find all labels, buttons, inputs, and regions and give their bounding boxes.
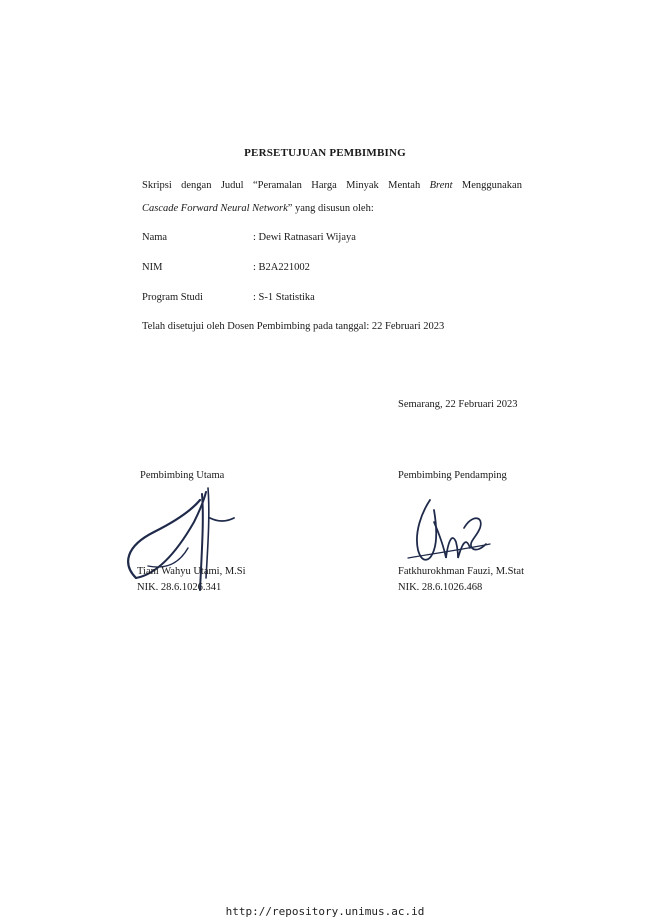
- intro-italic-brent: Brent: [429, 180, 453, 191]
- intro-line-2: [142, 197, 522, 220]
- advisor-1-role: Pembimbing Utama: [140, 470, 225, 481]
- intro-italic-method: Cascade Forward Neural Network: [142, 203, 288, 214]
- field-value: : S-1 Statistika: [253, 292, 315, 303]
- intro-word: Skripsi: [142, 180, 172, 191]
- signature-advisor-2: [400, 492, 495, 572]
- advisor-2-name: Fatkhurokhman Fauzi, M.Stat: [398, 566, 524, 577]
- intro-line-2-end: ” yang disusun oleh:: [287, 203, 374, 214]
- repository-url-footer: http://repository.unimus.ac.id: [225, 905, 425, 918]
- intro-word: Mentah: [388, 180, 421, 191]
- field-value: : Dewi Ratnasari Wijaya: [253, 232, 356, 243]
- page-title: PERSETUJUAN PEMBIMBING: [244, 147, 406, 159]
- intro-word: Judul: [220, 180, 244, 191]
- advisor-2-role: Pembimbing Pendamping: [398, 470, 507, 481]
- intro-word: dengan: [181, 180, 212, 191]
- intro-word: Menggunakan: [461, 180, 522, 191]
- advisor-2-nik: NIK. 28.6.1026.468: [398, 582, 483, 593]
- advisor-1-nik: NIK. 28.6.1026.341: [137, 582, 222, 593]
- advisor-1-name: Tiani Wahyu Utami, M.Si: [137, 566, 246, 577]
- field-label: NIM: [142, 262, 163, 273]
- place-date: Semarang, 22 Februari 2023: [398, 399, 518, 410]
- intro-word: “Peramalan: [252, 180, 302, 191]
- intro-line-1: [142, 174, 522, 197]
- field-label: Program Studi: [142, 292, 203, 303]
- intro-word: Harga: [311, 180, 337, 191]
- field-value: : B2A221002: [253, 262, 310, 273]
- intro-paragraph: [142, 174, 522, 220]
- intro-word: Minyak: [346, 180, 379, 191]
- field-label: Nama: [142, 232, 168, 243]
- signature-advisor-1: [118, 478, 248, 598]
- approval-statement: Telah disetujui oleh Dosen Pembimbing pada tanggal: 22 Februari 2023: [142, 321, 445, 332]
